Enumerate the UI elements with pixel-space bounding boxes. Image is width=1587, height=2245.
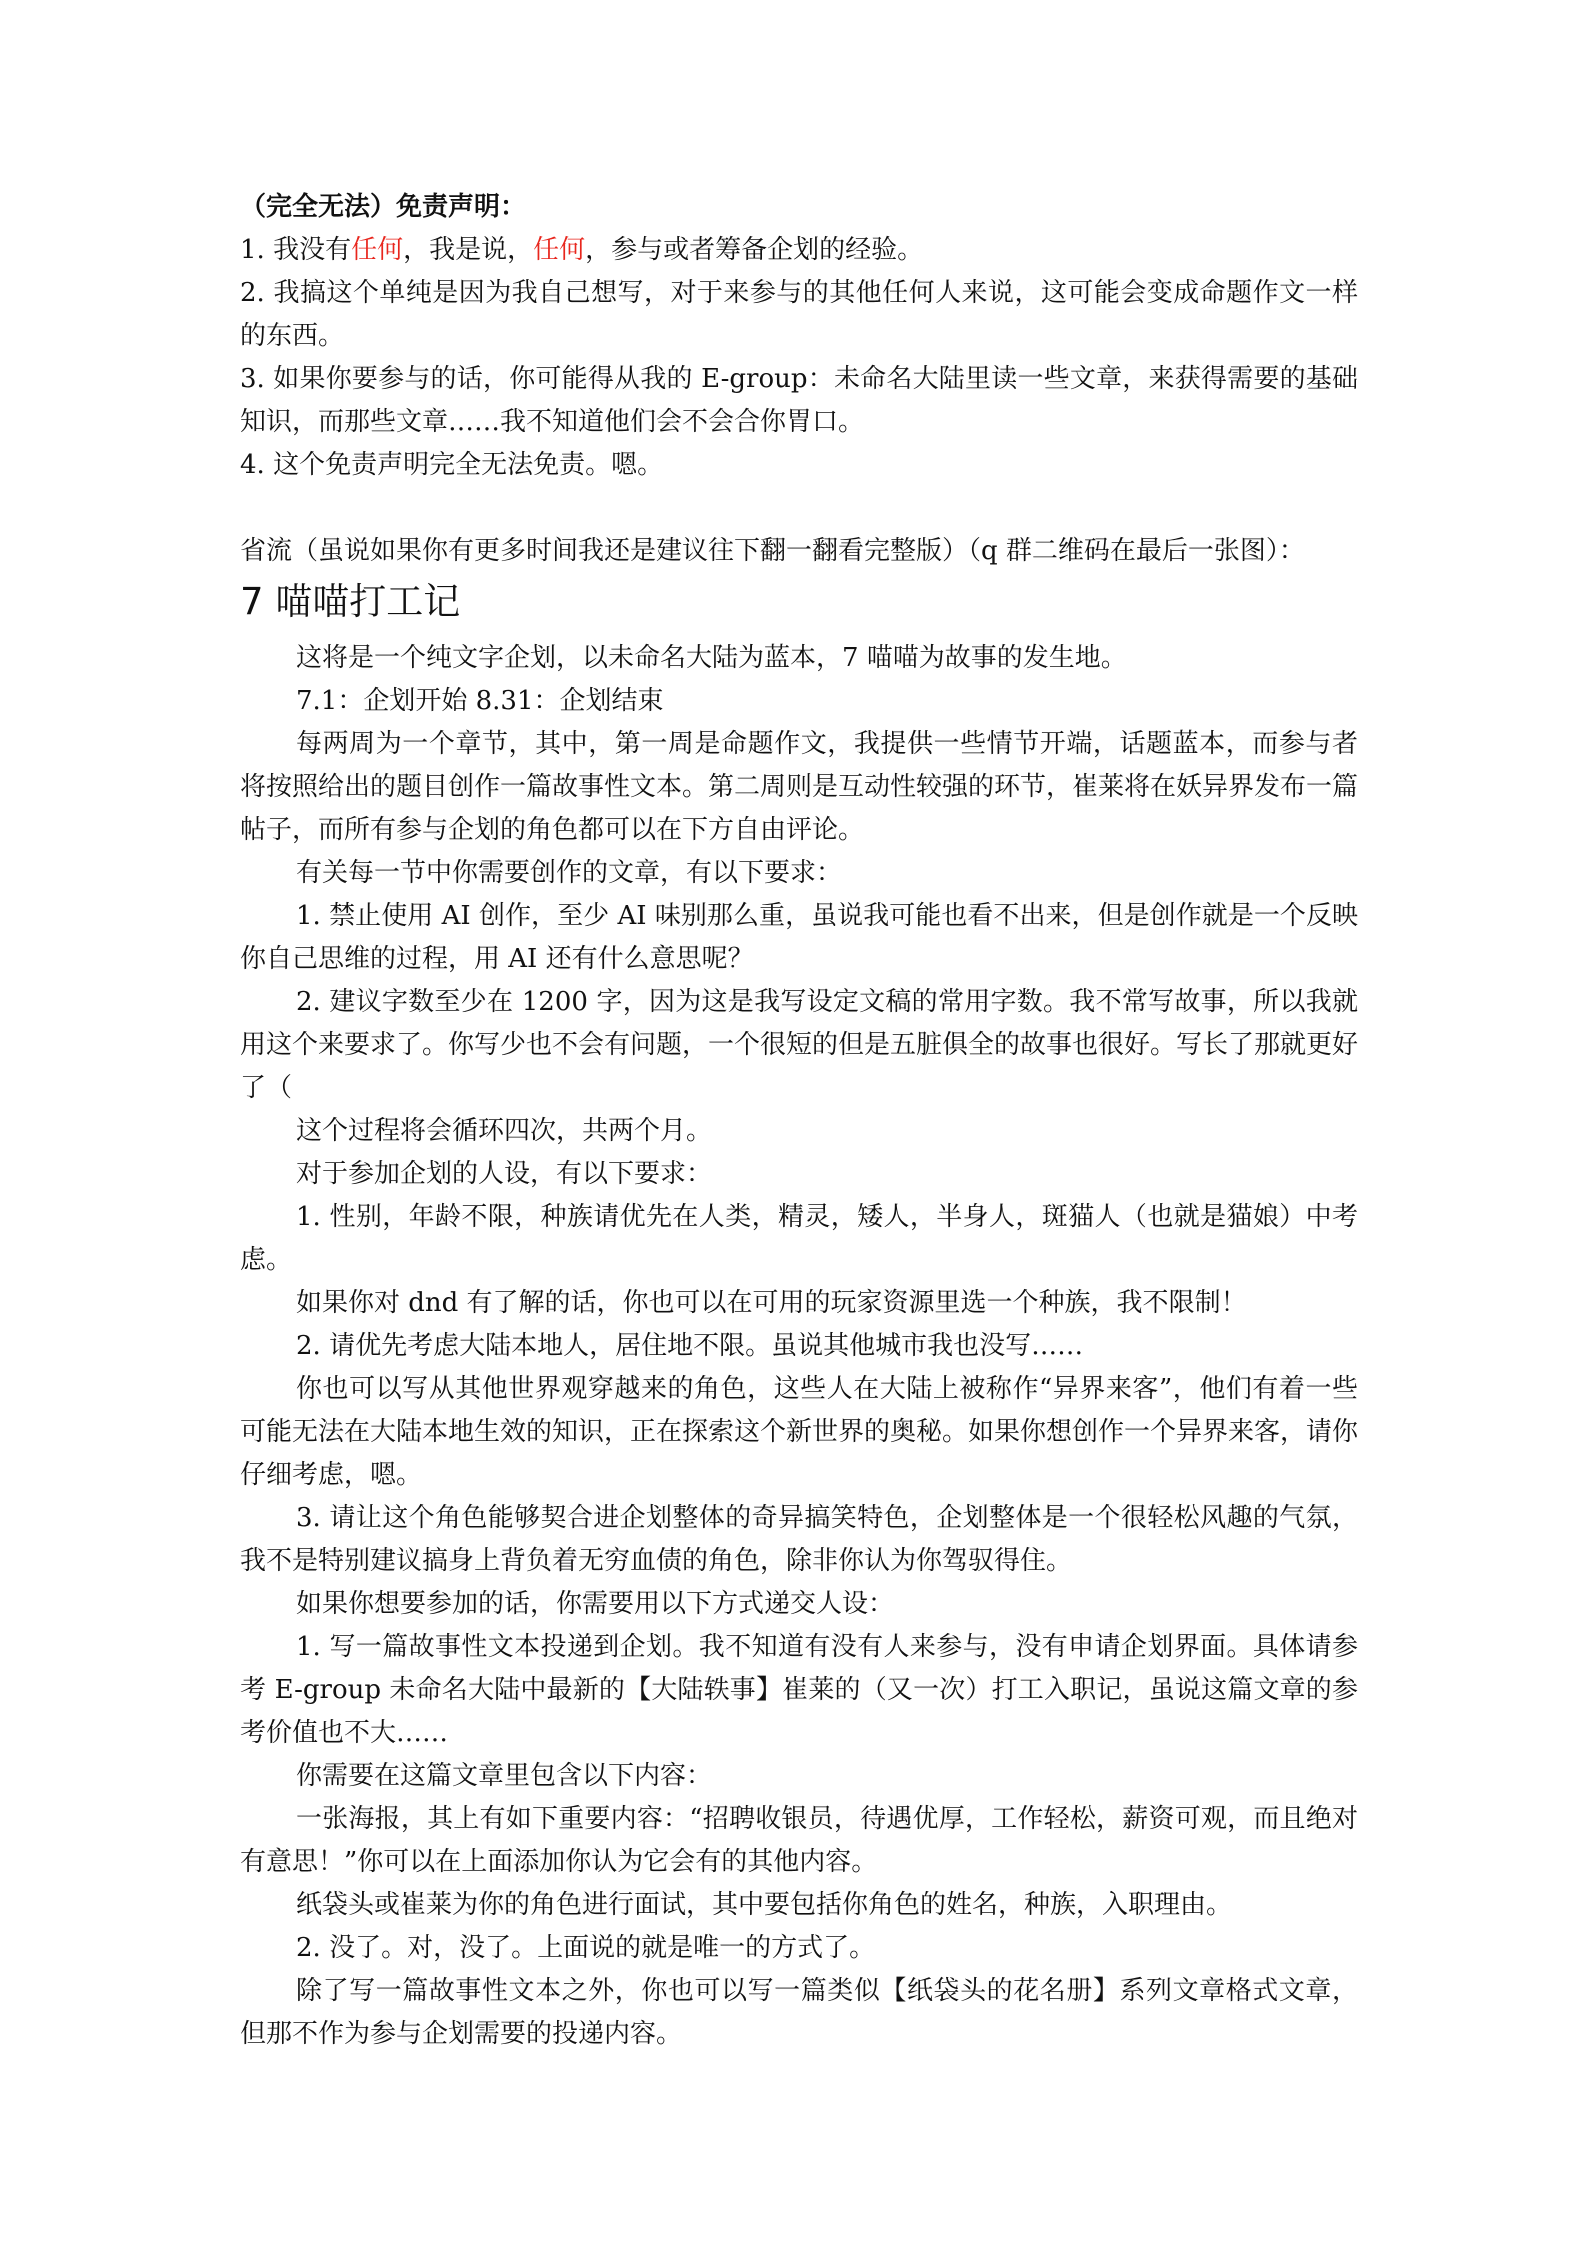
body-paragraph-7: 这个过程将会循环四次，共两个月。: [296, 1116, 713, 1146]
summary-line: 省流（虽说如果你有更多时间我还是建议往下翻一翻看完整版）（q 群二维码在最后一张图）：: [240, 536, 1305, 566]
body-paragraph-16: 你需要在这篇文章里包含以下内容：: [296, 1761, 713, 1791]
article-requirement-2: 2. 建议字数至少在 1200 字，因为这是我写设定文稿的常用字数。我不常写故事，所以我就用这个来要求了。你写少也不会有问题，一个很短的但是五脏俱全的故事也很好。写长了那就更好了（: [240, 987, 1359, 1103]
body-paragraph-14: 如果你想要参加的话，你需要用以下方式递交人设：: [296, 1589, 895, 1619]
submission-method-1: 1. 写一篇故事性文本投递到企划。我不知道有没有人来参与，没有申请企划界面。具体请参考 E-group 未命名大陆中最新的【大陆轶事】崔莱的（又一次）打工入职记，虽说这篇文章的参考价值也不大……: [240, 1632, 1358, 1748]
disclaimer-item-3: 3. 如果你要参与的话，你可能得从我的 E-group：未命名大陆里读一些文章，来获得需要的基础知识，而那些文章……我不知道他们会不会合你胃口。: [240, 364, 1358, 437]
body-paragraph-4: 有关每一节中你需要创作的文章，有以下要求：: [296, 858, 843, 888]
disclaimer-item-1-mid: ，我是说，: [403, 235, 534, 265]
character-requirement-3: 3. 请让这个角色能够契合进企划整体的奇异搞笑特色，企划整体是一个很轻松风趣的气氛，我不是特别建议搞身上背负着无穷血债的角色，除非你认为你驾驭得住。: [240, 1503, 1358, 1576]
body-paragraph-1: 这将是一个纯文字企划，以未命名大陆为蓝本，7 喵喵为故事的发生地。: [296, 643, 1127, 673]
document-page: [240, 186, 1358, 2056]
body-paragraph-17: 一张海报，其上有如下重要内容：“招聘收银员，待遇优厚，工作轻松，薪资可观，而且绝对有意思！”你可以在上面添加你认为它会有的其他内容。: [240, 1804, 1358, 1877]
body-paragraph-10: 如果你对 dnd 有了解的话，你也可以在可用的玩家资源里选一个种族，我不限制！: [296, 1288, 1247, 1318]
body-paragraph-3: 每两周为一个章节，其中，第一周是命题作文，我提供一些情节开端，话题蓝本，而参与者将按照给出的题目创作一篇故事性文本。第二周则是互动性较强的环节，崔莱将在妖异界发布一篇帖子，而所有参与企划的角色都可以在下方自由评论。: [240, 729, 1359, 845]
disclaimer-item-1: [240, 229, 1358, 272]
character-requirement-1: 1. 性别，年龄不限，种族请优先在人类，精灵，矮人，半身人，斑猫人（也就是猫娘）中考虑。: [240, 1202, 1358, 1275]
article-requirement-1: 1. 禁止使用 AI 创作，至少 AI 味别那么重，虽说我可能也看不出来，但是创作就是一个反映你自己思维的过程，用 AI 还有什么意思呢？: [240, 901, 1358, 974]
section-heading: 7 喵喵打工记: [240, 580, 461, 623]
disclaimer-item-1-pre: 1. 我没有: [240, 235, 352, 265]
disclaimer-title: （完全无法）免责声明：: [240, 192, 527, 222]
character-requirement-2: 2. 请优先考虑大陆本地人，居住地不限。虽说其他城市我也没写……: [296, 1331, 1084, 1361]
body-paragraph-8: 对于参加企划的人设，有以下要求：: [296, 1159, 713, 1189]
disclaimer-item-2: 2. 我搞这个单纯是因为我自己想写，对于来参与的其他任何人来说，这可能会变成命题作文一样的东西。: [240, 278, 1358, 351]
disclaimer-item-4: 4. 这个免责声明完全无法免责。嗯。: [240, 450, 664, 480]
submission-method-2: 2. 没了。对，没了。上面说的就是唯一的方式了。: [296, 1933, 876, 1963]
disclaimer-item-1-emphasis-1: 任何: [351, 235, 404, 265]
spacer: [240, 487, 1358, 530]
body-paragraph-20: 除了写一篇故事性文本之外，你也可以写一篇类似【纸袋头的花名册】系列文章格式文章，但那不作为参与企划需要的投递内容。: [240, 1976, 1358, 2049]
disclaimer-item-1-post: ，参与或者筹备企划的经验。: [585, 235, 924, 265]
body-paragraph-2: 7.1：企划开始 8.31：企划结束: [296, 686, 664, 716]
body-paragraph-18: 纸袋头或崔莱为你的角色进行面试，其中要包括你角色的姓名，种族，入职理由。: [296, 1890, 1233, 1920]
disclaimer-item-1-emphasis-2: 任何: [533, 235, 586, 265]
body-paragraph-12: 你也可以写从其他世界观穿越来的角色，这些人在大陆上被称作“异界来客”，他们有着一些可能无法在大陆本地生效的知识，正在探索这个新世界的奥秘。如果你想创作一个异界来客，请你仔细考虑，嗯。: [240, 1374, 1359, 1490]
